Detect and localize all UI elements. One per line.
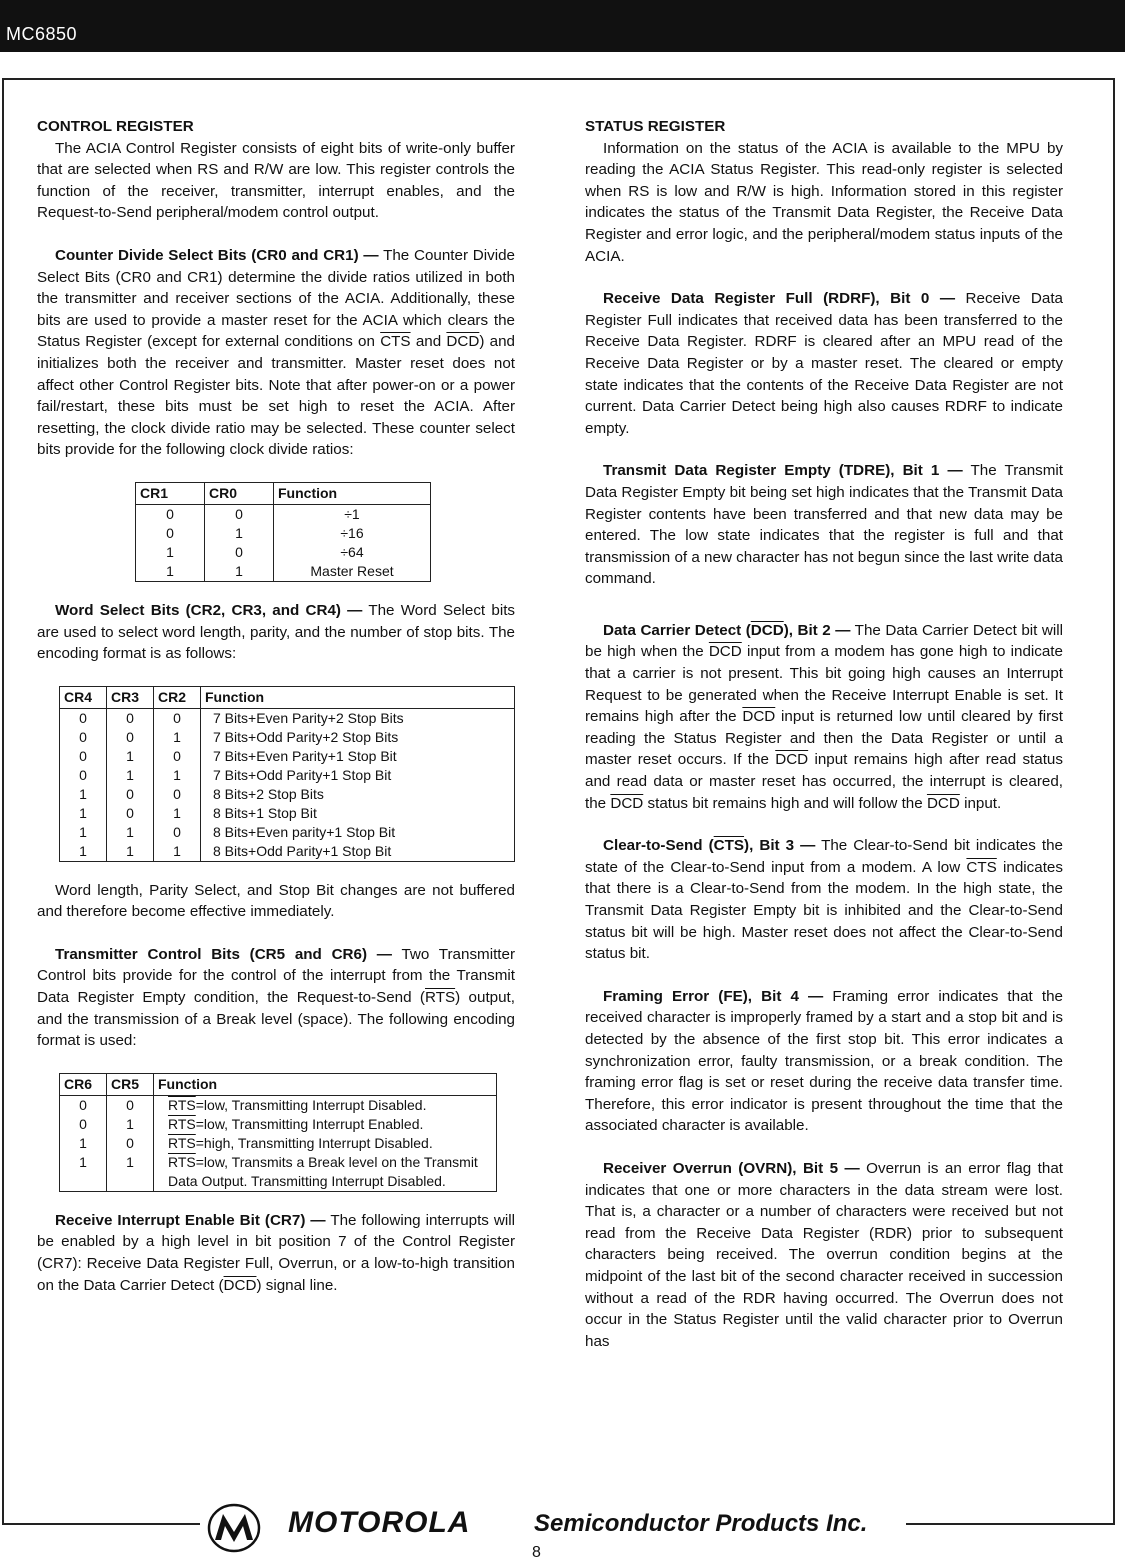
table-row: 1 0 1 8 Bits+1 Stop Bit [60, 804, 515, 823]
control-register-paragraph: The ACIA Control Register consists of eight bits of write-only buffer that are selected when RS and R/W are low. This register controls the function of the receiver, transmitter, interrupt enables, and the Request-to-Send peripheral/modem control output. [37, 139, 515, 222]
table-row: 0 1 1 7 Bits+Odd Parity+1 Stop Bit [60, 766, 515, 785]
word-select-heading: Word Select Bits (CR2, CR3, and CR4) — [55, 601, 363, 619]
cts-paragraph: Clear-to-Send $(\overline{CTS})$, Bit 3 — The Clear-to-Send bit indicates the state of the Clear-to-Send input from a modem. A low $\overline{CTS}$ indicates that there is a Clear-to-Send from the modem. In the high state, the Transmit Data Register Empty bit is inhibited and the Clear-to-Send status bit will be high. Master reset does not affect the Clear-to-Send status bit. [585, 837, 1063, 963]
counter-divide-heading: Counter Divide Select Bits (CR0 and CR1) — [55, 246, 379, 264]
framing-error-paragraph: Framing Error (FE), Bit 4 — Framing error indicates that the received character is improperly framed by a start and a stop bit and is detected by the absence of the first stop bit. This error indicates a synchronization error, faulty transmission, or a break condition. The framing error flag is set or reset during the receive data transfer time. Therefore, this error indicator is present throughout the time that the associated character is available. [585, 987, 1063, 1135]
table-row: 1 1 0 8 Bits+Even parity+1 Stop Bit [60, 823, 515, 842]
table-row: 1 1 1 8 Bits+Odd Parity+1 Stop Bit [60, 842, 515, 862]
tdre-heading: Transmit Data Register Empty (TDRE), Bit 1 — [603, 462, 963, 480]
overrun-heading: Receiver Overrun (OVRN), Bit 5 — [603, 1159, 860, 1177]
overrun-paragraph: Receiver Overrun (OVRN), Bit 5 — Overrun is an error flag that indicates that one or more characters in the data stream were lost. That is, a character or a number of characters were received but not read from the Receive Data Register (RDR) prior to subsequent characters being received. The overrun condition begins at the midpoint of the last bit of the second character received in succession without a read of the RDR having occurred. The Overrun does not occur in the Status Register until the valid character prior to Overrun has [585, 1159, 1063, 1350]
table-row: 0 1 0 7 Bits+Even Parity+1 Stop Bit [60, 747, 515, 766]
left-column [37, 116, 515, 1317]
control-register-title: CONTROL REGISTER [37, 118, 194, 135]
rdrf-heading: Receive Data Register Full (RDRF), Bit 0 — [603, 290, 956, 308]
counter-divide-table [135, 482, 431, 582]
rdrf-paragraph: Receive Data Register Full (RDRF), Bit 0 — Receive Data Register Full indicates that received data has been transferred to the Receive Data Register. RDRF is cleared after an MPU read of the Receive Data Register or by a master reset. The cleared or empty state indicates that the contents of the Receive Data Register are not current. Data Carrier Detect being high also causes RDRF to indicate empty. [585, 290, 1063, 437]
word-select-paragraph: Word Select Bits (CR2, CR3, and CR4) — The Word Select bits are used to select word length, parity, and the number of stop bits. The encoding format is as follows: [37, 601, 516, 663]
table-row: 0 0 $\overline{RTS}=low$, Transmitting Interrupt Disabled. [60, 1095, 497, 1115]
cts-heading: Clear-to-Send $(\overline{CTS})$, Bit 3 — [603, 837, 816, 855]
counter-divide-paragraph: Counter Divide Select Bits (CR0 and CR1) — The Counter Divide Select Bits (CR0 and CR1) determine the divide ratios utilized in both the transmitter and receiver sections of the ACIA. Additionally, these bits are used to provide a master reset for the ACIA which clears the Status Register (except for external conditions on $\overline{CTS}$ and $\overline{DCD}$) and initializes both the receiver and transmitter. Master reset does not affect other Control Register bits. Note that after power-on or a power fail/restart, these bits must be set high to reset the ACIA. After resetting, the clock divide ratio may be selected. These counter select bits provide for the following clock divide ratios: [37, 246, 515, 459]
framing-error-heading: Framing Error (FE), Bit 4 — [603, 987, 824, 1005]
word-length-paragraph: Word length, Parity Select, and Stop Bit changes are not buffered and therefore become effective immediately. [37, 881, 515, 921]
table-row: 1 0 $\overline{RTS}=high$, Transmitting Interrupt Disabled. [60, 1134, 497, 1153]
brand-name: MOTOROLA [288, 1506, 471, 1539]
receive-interrupt-heading: Receive Interrupt Enable Bit (CR7) — [55, 1211, 326, 1229]
dcd-paragraph: Data Carrier Detect $(\overline{DCD})$, Bit 2 — The Data Carrier Detect bit will be high when the $\overline{DCD}$ input from a modem has gone high to indicate that a carrier is not present. This bit going high causes an Interrupt Request to be generated when the Receive Interrupt Enable is set. It remains high after the $\overline{DCD}$ input is returned low until cleared by first reading the Status Register and then the Data Register or until a master reset occurs. If the $\overline{DCD}$ input remains high after read status and read data or master reset has occurred, the interrupt is cleared, the $\overline{DCD}$ status bit remains high and will follow the $\overline{DCD}$ input. [585, 621, 1063, 812]
table-row: 0 0 1 7 Bits+Odd Parity+2 Stop Bits [60, 728, 515, 747]
table-header-row: CR4 CR3 CR2 Function [60, 686, 515, 708]
table-row: 1 0 0 8 Bits+2 Stop Bits [60, 785, 515, 804]
page-number: 8 [532, 1544, 541, 1561]
brand-subtitle: Semiconductor Products Inc. [534, 1510, 868, 1537]
table-header-row: CR1 CR0 Function [136, 482, 431, 504]
motorola-batwing-logo-icon [206, 1502, 262, 1554]
table-row: 0 1 ÷16 [136, 524, 431, 543]
header-bar [0, 0, 1125, 52]
transmitter-control-paragraph: Transmitter Control Bits (CR5 and CR6) — Two Transmitter Control bits provide for the control of the interrupt from the Transmit Data Register Empty condition, the Request-to-Send $(\overline{RTS})$ output, and the transmission of a Break level (space). The following encoding format is used: [37, 945, 516, 1050]
receive-interrupt-paragraph: Receive Interrupt Enable Bit (CR7) — The following interrupts will be enabled by a high level in bit position 7 of the Control Register (CR7): Receive Data Register Full, Overrun, or a low-to-high transition on the Data Carrier Detect $(\overline{DCD})$ signal line. [37, 1211, 515, 1294]
table-row: 0 0 0 7 Bits+Even Parity+2 Stop Bits [60, 708, 515, 728]
right-column [585, 116, 1063, 1373]
transmitter-control-table [59, 1073, 497, 1192]
table-row: 0 1 $\overline{RTS}=low$, Transmitting Interrupt Enabled. [60, 1115, 497, 1134]
footer-rule-left [2, 1523, 200, 1525]
transmitter-control-heading: Transmitter Control Bits (CR5 and CR6) — [55, 945, 392, 963]
dcd-heading: Data Carrier Detect $(\overline{DCD})$, Bit 2 — [603, 621, 851, 639]
table-row: 0 0 ÷1 [136, 504, 431, 524]
table-header-row: CR6 CR5 Function [60, 1073, 497, 1095]
table-row: 1 1 $\overline{RTS}=low$, Transmits a Break level on the Transmit Data Output. Transmitting Interrupt Disabled. [60, 1153, 497, 1192]
word-select-table [59, 686, 515, 862]
footer-rule-right [906, 1523, 1115, 1525]
tdre-paragraph: Transmit Data Register Empty (TDRE), Bit 1 — The Transmit Data Register Empty bit being set high indicates that the Transmit Data Register contents have been transferred and that new data may be entered. The low state indicates that the register is full and that transmission of a new character has not begun since the last write data command. [585, 462, 1063, 588]
table-row: 1 0 ÷64 [136, 543, 431, 562]
status-register-paragraph: Information on the status of the ACIA is available to the MPU by reading the ACIA Status Register. This read-only register is selected when RS is low and R/W is high. Information stored in this register indicates the status of the Transmit Data Register, the Receive Data Register and error logic, and the peripheral/modem status inputs of the ACIA. [585, 139, 1063, 265]
part-number-title: MC6850 [6, 24, 78, 44]
status-register-title: STATUS REGISTER [585, 118, 726, 135]
table-row: 1 1 Master Reset [136, 562, 431, 582]
